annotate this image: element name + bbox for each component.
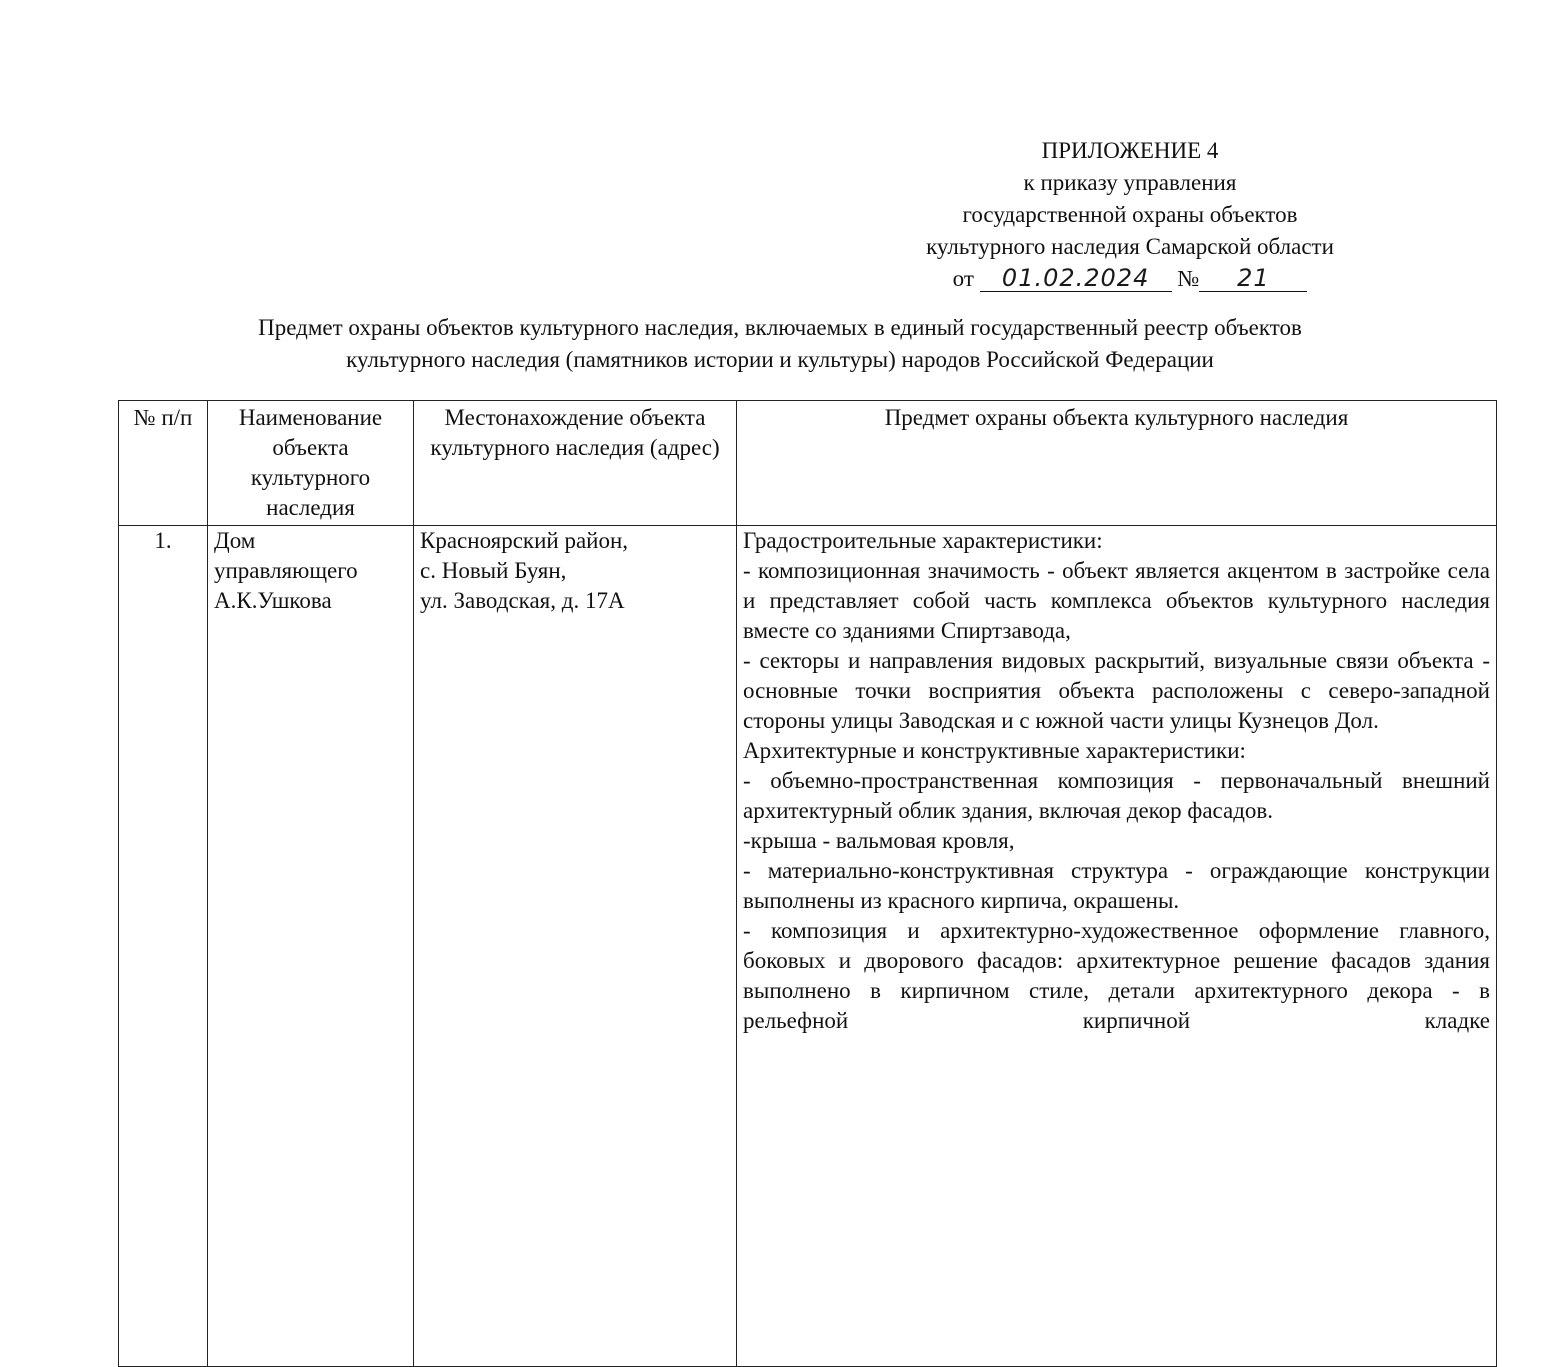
order-date: 01.02.2024 xyxy=(980,265,1172,292)
row-number: 1. xyxy=(119,526,208,1367)
table-row xyxy=(119,526,1497,1367)
table-header-row xyxy=(119,401,1497,526)
address-line: с. Новый Буян, xyxy=(420,558,567,583)
header-number: № п/п xyxy=(119,401,208,526)
subject-paragraph: - материально-конструктивная структура - ограждающие конструкции выполнены из красного кирпича, окрашены. xyxy=(743,858,1490,913)
document-title-line-1: Предмет охраны объектов культурного наследия, включаемых в единый государственный реестр объектов xyxy=(258,315,1302,340)
appendix-line-3: культурного наследия Самарской области xyxy=(926,234,1334,259)
subject-paragraph: - секторы и направления видовых раскрытий, визуальные связи объекта - основные точки восприятия объекта расположены с северо-западной стороны улицы Заводская и с южной части улицы Кузнецов Дол. xyxy=(743,648,1490,733)
subject-paragraph: Градостроительные характеристики: xyxy=(743,528,1103,553)
name-line: управляющего xyxy=(214,558,358,583)
heritage-table xyxy=(118,400,1497,1367)
subject-paragraph: - объемно-пространственная композиция - первоначальный внешний архитектурный облик здания, включая декор фасадов. xyxy=(743,768,1490,823)
subject-paragraph: Архитектурные и конструктивные характеристики: xyxy=(743,738,1246,763)
name-line: А.К.Ушкова xyxy=(214,588,332,613)
appendix-header xyxy=(880,135,1380,295)
header-address: Местонахождение объекта культурного наследия (адрес) xyxy=(414,401,737,526)
document-title xyxy=(120,312,1440,376)
row-subject xyxy=(737,526,1497,1367)
address-line: ул. Заводская, д. 17А xyxy=(420,588,625,613)
name-line: Дом xyxy=(214,528,256,553)
subject-paragraph: - композиция и архитектурно-художественное оформление главного, боковых и дворового фасадов: архитектурное решение фасадов здания выполнено в кирпичном стиле, детали архитектурного декора - в рельефной кирпичной кладке xyxy=(743,918,1490,1033)
appendix-title: ПРИЛОЖЕНИЕ 4 xyxy=(1041,138,1219,163)
order-date-line xyxy=(880,263,1380,295)
appendix-line-2: государственной охраны объектов xyxy=(962,202,1298,227)
document-title-line-2: культурного наследия (памятников истории и культуры) народов Российской Федерации xyxy=(346,347,1214,372)
row-name xyxy=(208,526,414,1367)
address-line: Красноярский район, xyxy=(420,528,629,553)
order-number: 21 xyxy=(1199,265,1307,292)
subject-paragraph: -крыша - вальмовая кровля, xyxy=(743,828,1015,853)
appendix-line-1: к приказу управления xyxy=(1023,170,1237,195)
row-address xyxy=(414,526,737,1367)
subject-paragraph: - композиционная значимость - объект является акцентом в застройке села и представляет собой часть комплекса объектов культурного наследия вместе со зданиями Спиртзавода, xyxy=(743,558,1490,643)
date-prefix: от xyxy=(952,266,974,291)
number-prefix: № xyxy=(1177,266,1200,291)
header-name: Наименование объекта культурного наследия xyxy=(208,401,414,526)
header-subject: Предмет охраны объекта культурного наследия xyxy=(737,401,1497,526)
